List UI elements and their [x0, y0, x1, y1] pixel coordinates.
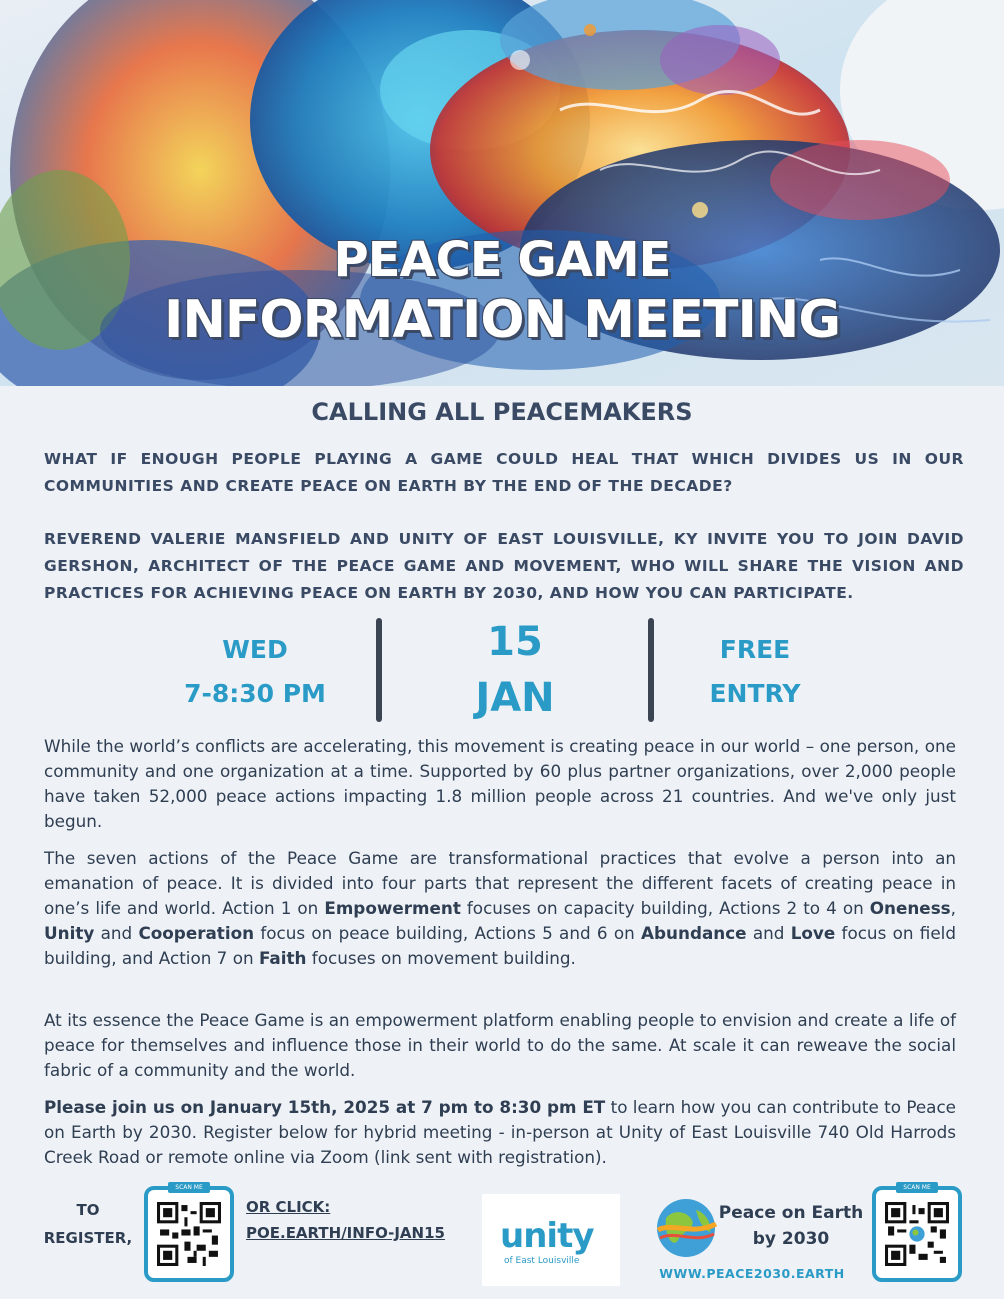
event-time: 7-8:30 PM	[184, 679, 326, 708]
qr-scan-label: SCAN ME	[168, 1182, 210, 1193]
register-label	[38, 1196, 138, 1252]
hero-artwork	[0, 0, 1004, 386]
unity-logo-subtitle: of East Louisville	[504, 1256, 580, 1266]
peace-on-earth-logo-text	[716, 1200, 866, 1252]
qr-code-icon	[157, 1202, 221, 1266]
p2-text-3: ,	[950, 898, 957, 918]
qr-code-icon	[885, 1202, 949, 1266]
p2-bold-oneness: Oneness	[869, 898, 951, 918]
event-month: JAN	[475, 675, 555, 721]
or-click-block	[246, 1194, 445, 1246]
price-line-2: ENTRY	[709, 679, 801, 708]
paragraph-join	[44, 1095, 956, 1170]
or-click-label: OR CLICK:	[246, 1198, 331, 1216]
title-line-1: PEACE GAME	[333, 232, 671, 288]
paragraph-movement: While the world’s conflicts are accelerating, this movement is creating peace in our world – one person, one community and one organization at a time. Supported by 60 plus partner organizations, over 2,000 people have taken 52,000 peace actions impacting 1.8 million people across 21 countries. And we've only just begun.	[44, 736, 956, 831]
poe-line-1: Peace on Earth	[718, 1203, 864, 1223]
p2-bold-abundance: Abundance	[641, 923, 747, 943]
join-details: to learn how you can contribute to Peace on Earth by 2030. Register below for hybrid meeting - in-person at Unity of East Louisville 740 Old Harrods Creek Road or remote online via Zoom (link sent with registration).	[44, 1097, 956, 1167]
register-qr-code[interactable]	[144, 1186, 234, 1282]
qr-scan-label-2: SCAN ME	[896, 1182, 938, 1193]
register-line-2: REGISTER,	[43, 1229, 133, 1247]
event-date	[410, 614, 620, 726]
divider-left	[376, 618, 382, 722]
p2-bold-love: Love	[790, 923, 836, 943]
poe-line-2: by 2030	[752, 1229, 830, 1249]
p2-text-6: and	[746, 923, 791, 943]
join-date-bold: Please join us on January 15th, 2025 at 7 pm to 8:30 pm ET	[44, 1097, 606, 1117]
p2-text-4: and	[94, 923, 139, 943]
paragraph-essence: At its essence the Peace Game is an empowerment platform enabling people to envision and create a life of peace for themselves and influence those in their world to do the same. At scale it can reweave the social fabric of a community and the world.	[44, 1010, 956, 1080]
p2-text-8: focuses on movement building.	[306, 948, 576, 968]
question-text: WHAT IF ENOUGH PEOPLE PLAYING A GAME COULD HEAL THAT WHICH DIVIDES US IN OUR COMMUNITIES AND CREATE PEACE ON EARTH BY THE END OF THE DECADE?	[44, 450, 964, 495]
p2-bold-unity: Unity	[44, 923, 95, 943]
p2-bold-faith: Faith	[258, 948, 307, 968]
event-day: WED	[222, 635, 288, 664]
p2-text-1: The seven actions of the Peace Game are transformational practices that evolve a person into an emanation of peace. It is divided into four parts that represent the different facets of creating peace in one’s life and world. Action 1 on	[44, 848, 956, 918]
peace2030-website-link[interactable]: WWW.PEACE2030.EARTH	[659, 1266, 845, 1281]
title-line-2: INFORMATION MEETING	[163, 290, 841, 350]
registration-link[interactable]: POE.EARTH/INFO-JAN15	[246, 1224, 445, 1242]
p2-text-5: focus on peace building, Actions 5 and 6 on	[254, 923, 642, 943]
unity-logo	[482, 1194, 620, 1286]
event-day-time	[150, 628, 360, 716]
divider-right	[648, 618, 654, 722]
p2-text-7: focus on field building, and Action 7 on	[44, 923, 956, 968]
paragraph-seven-actions	[44, 846, 956, 971]
register-line-1: TO	[76, 1201, 100, 1219]
invitation-text: REVEREND VALERIE MANSFIELD AND UNITY OF EAST LOUISVILLE, KY INVITE YOU TO JOIN DAVID GERSHON, ARCHITECT OF THE PEACE GAME AND MOVEMENT, WHO WILL SHARE THE VISION AND PRACTICES FOR ACHIEVING PEACE ON EARTH BY 2030, AND HOW YOU CAN PARTICIPATE.	[44, 530, 964, 602]
p2-bold-cooperation: Cooperation	[138, 923, 255, 943]
p2-text-2: focuses on capacity building, Actions 2 to 4 on	[460, 898, 870, 918]
earth-globe-icon	[652, 1196, 722, 1260]
event-price	[660, 628, 850, 716]
price-line-1: FREE	[719, 635, 791, 664]
p2-bold-empowerment: Empowerment	[324, 898, 461, 918]
peace2030-qr-code[interactable]	[872, 1186, 962, 1282]
section-heading: CALLING ALL PEACEMAKERS	[311, 398, 693, 426]
unity-logo-text: unity	[500, 1216, 594, 1256]
event-date-number: 15	[487, 619, 543, 665]
